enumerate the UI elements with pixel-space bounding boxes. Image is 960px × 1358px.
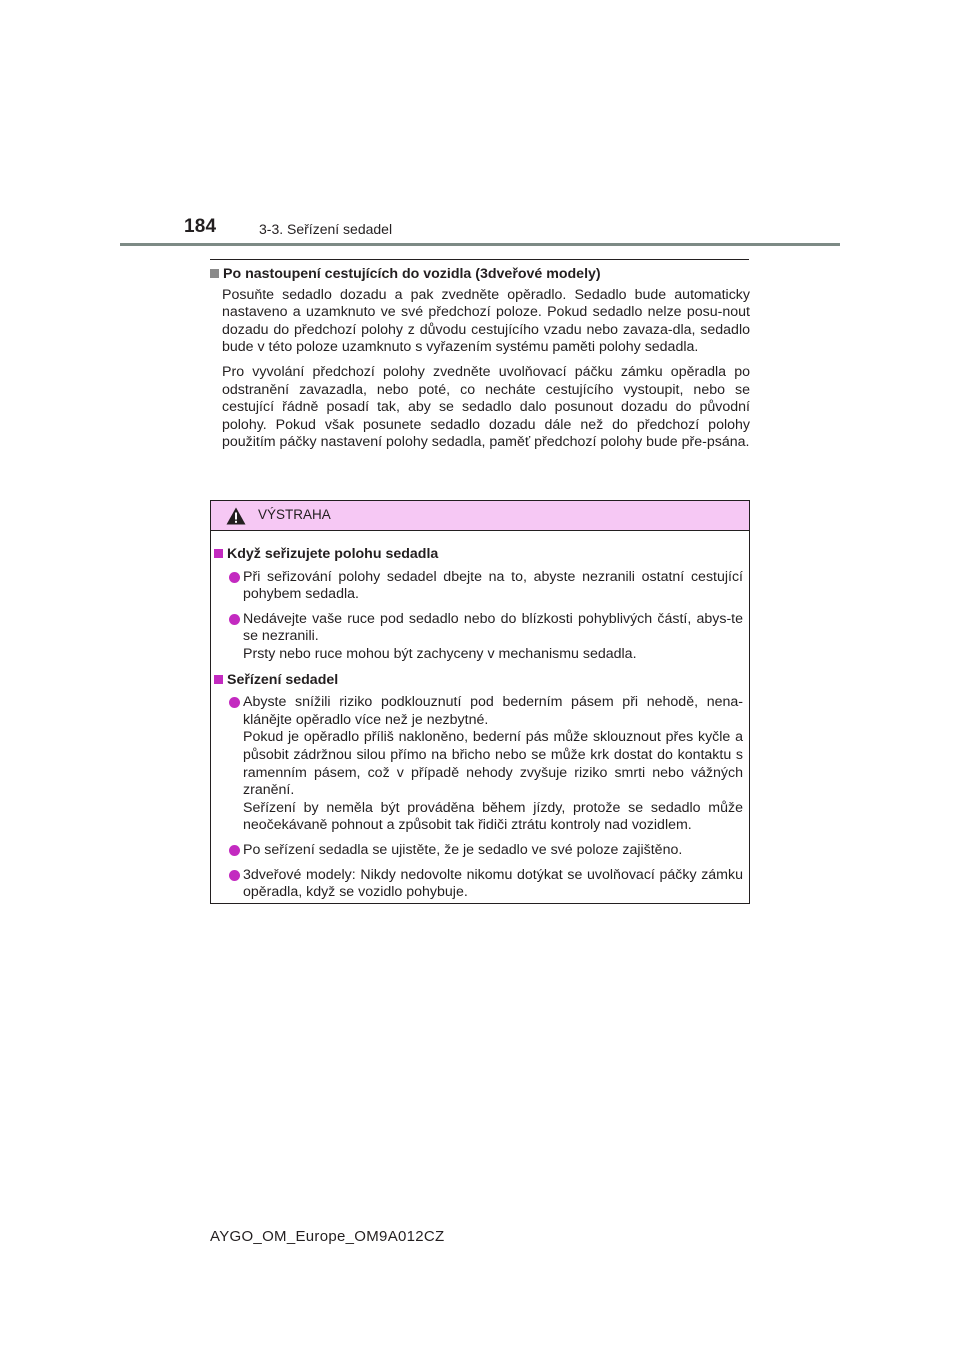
bullet-line: Při seřizování polohy sedadel dbejte na to, abyste nezranili ostatní cestující pohybem sedadla. [243,568,743,603]
sub-heading-text: Po nastoupení cestujících do vozidla (3dveřové modely) [223,266,601,282]
gray-square-icon [210,269,219,278]
bullet-line: Prsty nebo ruce mohou být zachyceny v mechanismu sedadla. [243,645,637,662]
warning-header [211,501,749,531]
bullet-dot-icon [229,845,240,856]
sub-heading [210,266,750,284]
bullet-item [214,611,743,664]
bullet-dot-icon [229,870,240,881]
main-content [210,266,750,452]
section-title: 3-3. Seřízení sedadel [259,221,393,237]
warning-title: VÝSTRAHA [258,507,331,522]
bullet-dot-icon [229,614,240,625]
magenta-square-icon [214,675,223,684]
bullet-item [214,867,743,902]
bullet-line: Pokud je opěradlo příliš nakloněno, bederní pás může sklouznout přes kyčle a působit zádržnou silou přímo na břicho nebo se může krk dostat do kontaktu s ramenním pásem, což v případě nehody zvyšuje riziko smrti nebo vážných zranění. [243,729,743,799]
warning-section [214,546,743,664]
footer-doc-code: AYGO_OM_Europe_OM9A012CZ [210,1228,445,1245]
warning-body [211,531,749,902]
bullet-line: 3dveřové modely: Nikdy nedovolte nikomu dotýkat se uvolňovací páčky zámku opěradla, když se vozidlo pohybuje. [243,866,743,901]
bullet-dot-icon [229,697,240,708]
warning-section [214,672,743,902]
warning-section-title [214,546,743,564]
bullet-item [214,569,743,604]
warning-triangle-icon [226,507,246,525]
magenta-square-icon [214,549,223,558]
warning-box [210,500,750,904]
paragraph: Posuňte sedadlo dozadu a pak zvedněte opěradlo. Sedadlo bude automaticky nastaveno a uzamknuto ve své předchozí poloze. Pokud sedadlo nelze posu-nout dozadu do předchozí polohy z důvodu cestujícího vzadu nebo zavaza-dla, sedadlo bude v této poloze uzamknuto s vyřazením systému paměti polohy sedadla. [222,286,750,356]
top-rule [210,259,749,260]
bullet-line: Seřízení by neměla být prováděna během jízdy, protože se sedadlo může neočekávaně pohnout a způsobit tak řidiči ztrátu kontroly nad vozidlem. [243,799,743,834]
bullet-line: Abyste snížili riziko podklouznutí pod bederním pásem při nehodě, nena-klánějte opěradlo více než je nezbytné. [243,694,743,728]
page-number: 184 [184,216,217,237]
bullet-item [214,842,743,860]
warning-section-title-text: Když seřizujete polohu sedadla [227,546,439,562]
bullet-line: Po seřízení sedadla se ujistěte, že je sedadlo ve své poloze zajištěno. [243,841,683,858]
bullet-line: Nedávejte vaše ruce pod sedadlo nebo do blízkosti pohyblivých částí, abys-te se nezranili. [243,610,743,645]
paragraph: Pro vyvolání předchozí polohy zvedněte uvolňovací páčku zámku opěradla po odstranění zavazadla, nebo poté, co necháte cestujícího vystoupit, nebo se cestující řádně posadí tak, aby se sedadlo dalo posunout dozadu do původní polohy. Pokud však posunete sedadlo dozadu dále než do předchozí polohy použitím páčky nastavení polohy sedadla, paměť předchozí polohy bude pře-psána. [222,363,750,451]
header-rule [120,243,840,246]
warning-section-title-text: Seřízení sedadel [227,671,339,688]
bullet-dot-icon [229,572,240,583]
bullet-item [214,694,743,835]
warning-section-title [214,672,743,690]
